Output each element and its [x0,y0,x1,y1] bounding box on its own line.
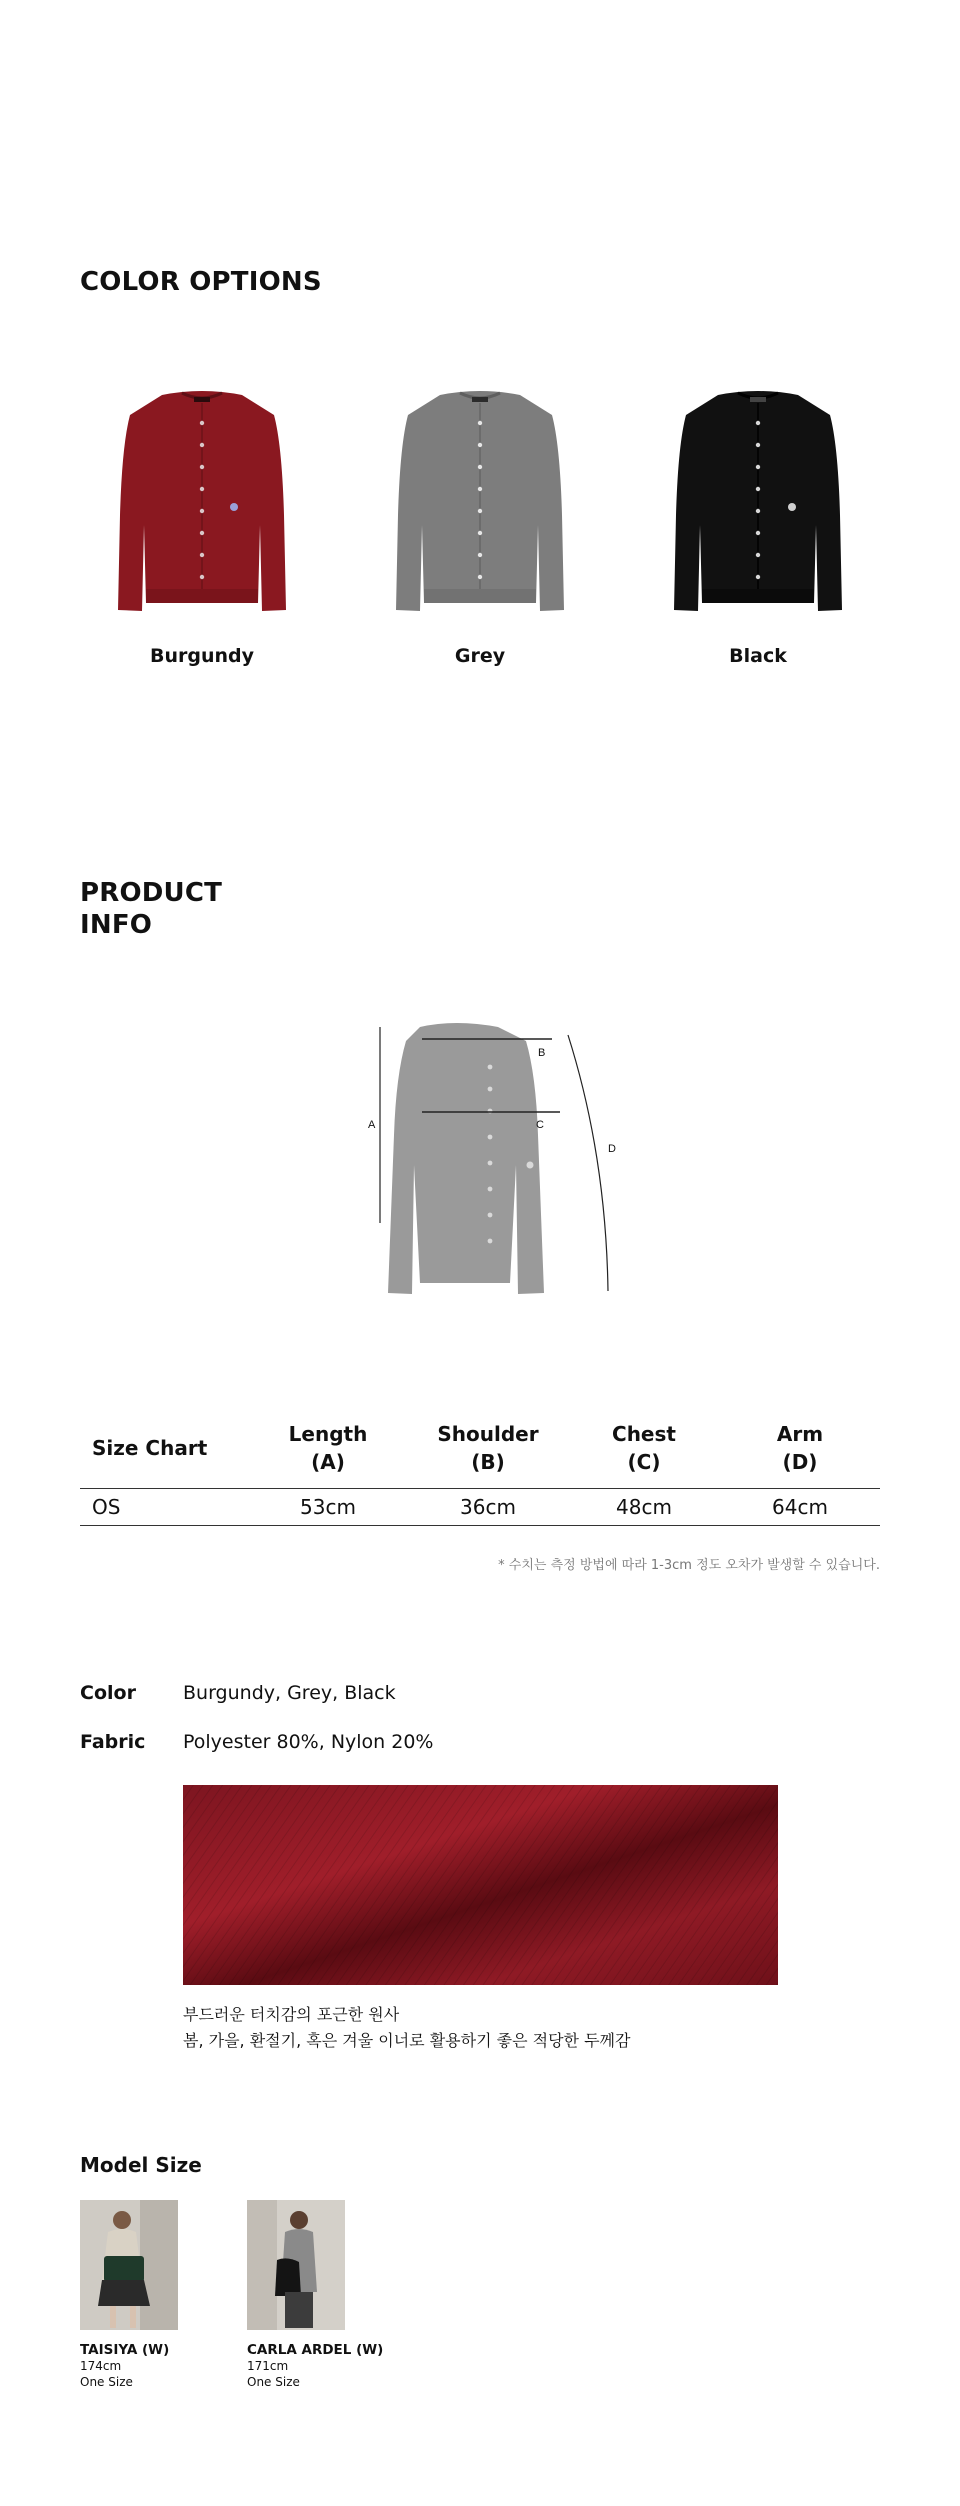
length-header: Length (A) [248,1410,408,1489]
color-label: Color [80,1682,136,1704]
model-height: 174cm [80,2359,122,2373]
model-card [247,2200,407,2390]
shoulder-header: Shoulder (B) [408,1410,568,1489]
size-chart-table [80,1410,880,1526]
shoulder-cell: 36cm [408,1489,568,1526]
fabric-texture-image [183,1785,778,1985]
length-cell: 53cm [248,1489,408,1526]
model-size-title: Model Size [80,2153,202,2177]
model-photo[interactable] [80,2200,178,2330]
burgundy-cardigan-image[interactable] [102,385,302,625]
fabric-value: Polyester 80%, Nylon 20% [183,1731,434,1753]
model-height: 171cm [247,2359,289,2373]
diagram-label-a: A [368,1119,376,1131]
model-photo[interactable] [247,2200,345,2330]
chest-cell: 48cm [568,1489,720,1526]
diagram-label-c: C [536,1119,544,1131]
fabric-description-line1: 부드러운 터치감의 포근한 원사 [183,2005,400,2024]
model-card [80,2200,240,2390]
product-info-title-line2: INFO [80,910,153,940]
chest-header: Chest (C) [568,1410,720,1489]
black-cardigan-image[interactable] [658,385,858,625]
table-row [80,1489,880,1526]
size-chart-header: Size Chart [80,1410,248,1489]
arm-cell: 64cm [720,1489,880,1526]
color-value: Burgundy, Grey, Black [183,1682,396,1704]
color-name-black: Black [729,645,787,667]
measurement-note: * 수치는 측정 방법에 따라 1-3cm 정도 오차가 발생할 수 있습니다. [498,1558,880,1573]
model-size: One Size [247,2375,300,2389]
fabric-description-line2: 봄, 가을, 환절기, 혹은 겨울 이너로 활용하기 좋은 적당한 두께감 [183,2031,631,2050]
diagram-label-d: D [608,1143,616,1155]
color-name-grey: Grey [454,645,506,667]
size-cell: OS [80,1489,248,1526]
diagram-label-b: B [538,1047,546,1059]
fabric-label: Fabric [80,1731,146,1753]
grey-cardigan-image[interactable] [380,385,580,625]
color-options-title: COLOR OPTIONS [80,267,322,297]
product-info-title-line1: PRODUCT [80,878,223,908]
color-name-burgundy: Burgundy [149,645,255,667]
arm-header: Arm (D) [720,1410,880,1489]
model-name: CARLA ARDEL (W) [247,2342,384,2358]
measurement-diagram [360,1015,620,1305]
model-size: One Size [80,2375,133,2389]
model-name: TAISIYA (W) [80,2342,170,2358]
size-chart-header-row [80,1410,880,1489]
